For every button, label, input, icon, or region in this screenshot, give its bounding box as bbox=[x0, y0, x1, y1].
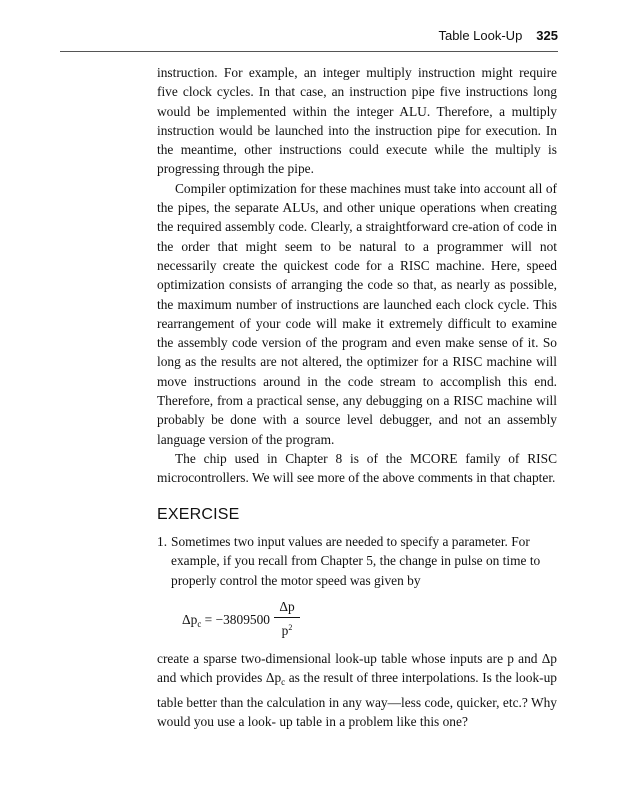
exercise-continuation-part2: as the result of three interpolations. Is the look-up table better than the calculation in any way—less code, quicker, etc.? Why would you use a look- up table in a problem like this one? bbox=[157, 670, 557, 729]
equation-lhs-symbol: Δp bbox=[182, 612, 198, 627]
exercise-number: 1. bbox=[157, 534, 168, 549]
equation-denominator-wrap bbox=[274, 619, 300, 637]
header-rule bbox=[60, 51, 558, 52]
running-title: Table Look-Up bbox=[438, 28, 523, 43]
equation-exponent: 2 bbox=[288, 623, 293, 632]
exercise-continuation-part1: create a sparse two-dimensional look-up table whose inputs are p and Δp and which provides Δp bbox=[157, 651, 557, 686]
fraction-bar bbox=[274, 617, 300, 618]
equation-fraction bbox=[274, 598, 300, 637]
equation-denominator: p bbox=[281, 623, 289, 638]
equation bbox=[182, 598, 382, 642]
paragraph-2: Compiler optimization for these machines must take into account all of the pipes, the separate ALUs, and other unique operations when creating the required assembly code. Clearly, a straightforward cre-ation of code in the order that might seem to be natural to a programmer will not necessarily create the quickest code for a RISC machine. Here, speed optimization consists of arranging the code so that, as nearly as possible, the maximum number of instructions are launched each clock cycle. This rearrangement of your code will make it extremely difficult to examine the assembly code version of the program and even make sense of it. So long as the results are not altered, the optimizer for a RISC machine will move instructions around in the code stream to accomplish this end. Therefore, from a practical sense, any debugging on a RISC machine will probably be done with a source level debugger, and not an assembly language version of the program. bbox=[157, 180, 557, 447]
equation-numerator: Δp bbox=[279, 599, 295, 614]
running-header bbox=[0, 28, 558, 43]
exercise-list bbox=[157, 532, 557, 590]
paragraph-3: The chip used in Chapter 8 is of the MCORE family of RISC microcontrollers. We will see more of the above comments in that chapter. bbox=[157, 450, 557, 486]
exercise-item-1 bbox=[157, 532, 557, 590]
continuation-subscript: c bbox=[281, 677, 286, 688]
page-number: 325 bbox=[536, 28, 558, 43]
paragraph-1: instruction. For example, an integer multiply instruction might require five clock cycles. In that case, an instruction pipe five instructions long would be implemented within the integer ALU. Therefore, a multiply instruction would be launched into the instruction pipe for execution. In the meantime, other instructions could execute while the multiply is progressing through the pipe. bbox=[157, 65, 557, 177]
exercise-intro: Sometimes two input values are needed to specify a parameter. For example, if you recall from Chapter 5, the change in pulse on time to properly control the motor speed was given by bbox=[171, 534, 541, 588]
equation-lhs bbox=[182, 612, 270, 629]
exercise-continuation bbox=[157, 649, 557, 731]
equation-lhs-subscript: c bbox=[197, 619, 202, 629]
body-text bbox=[157, 63, 557, 488]
exercise-heading: EXERCISE bbox=[157, 506, 240, 523]
equation-coefficient: = −3809500 bbox=[201, 612, 270, 627]
